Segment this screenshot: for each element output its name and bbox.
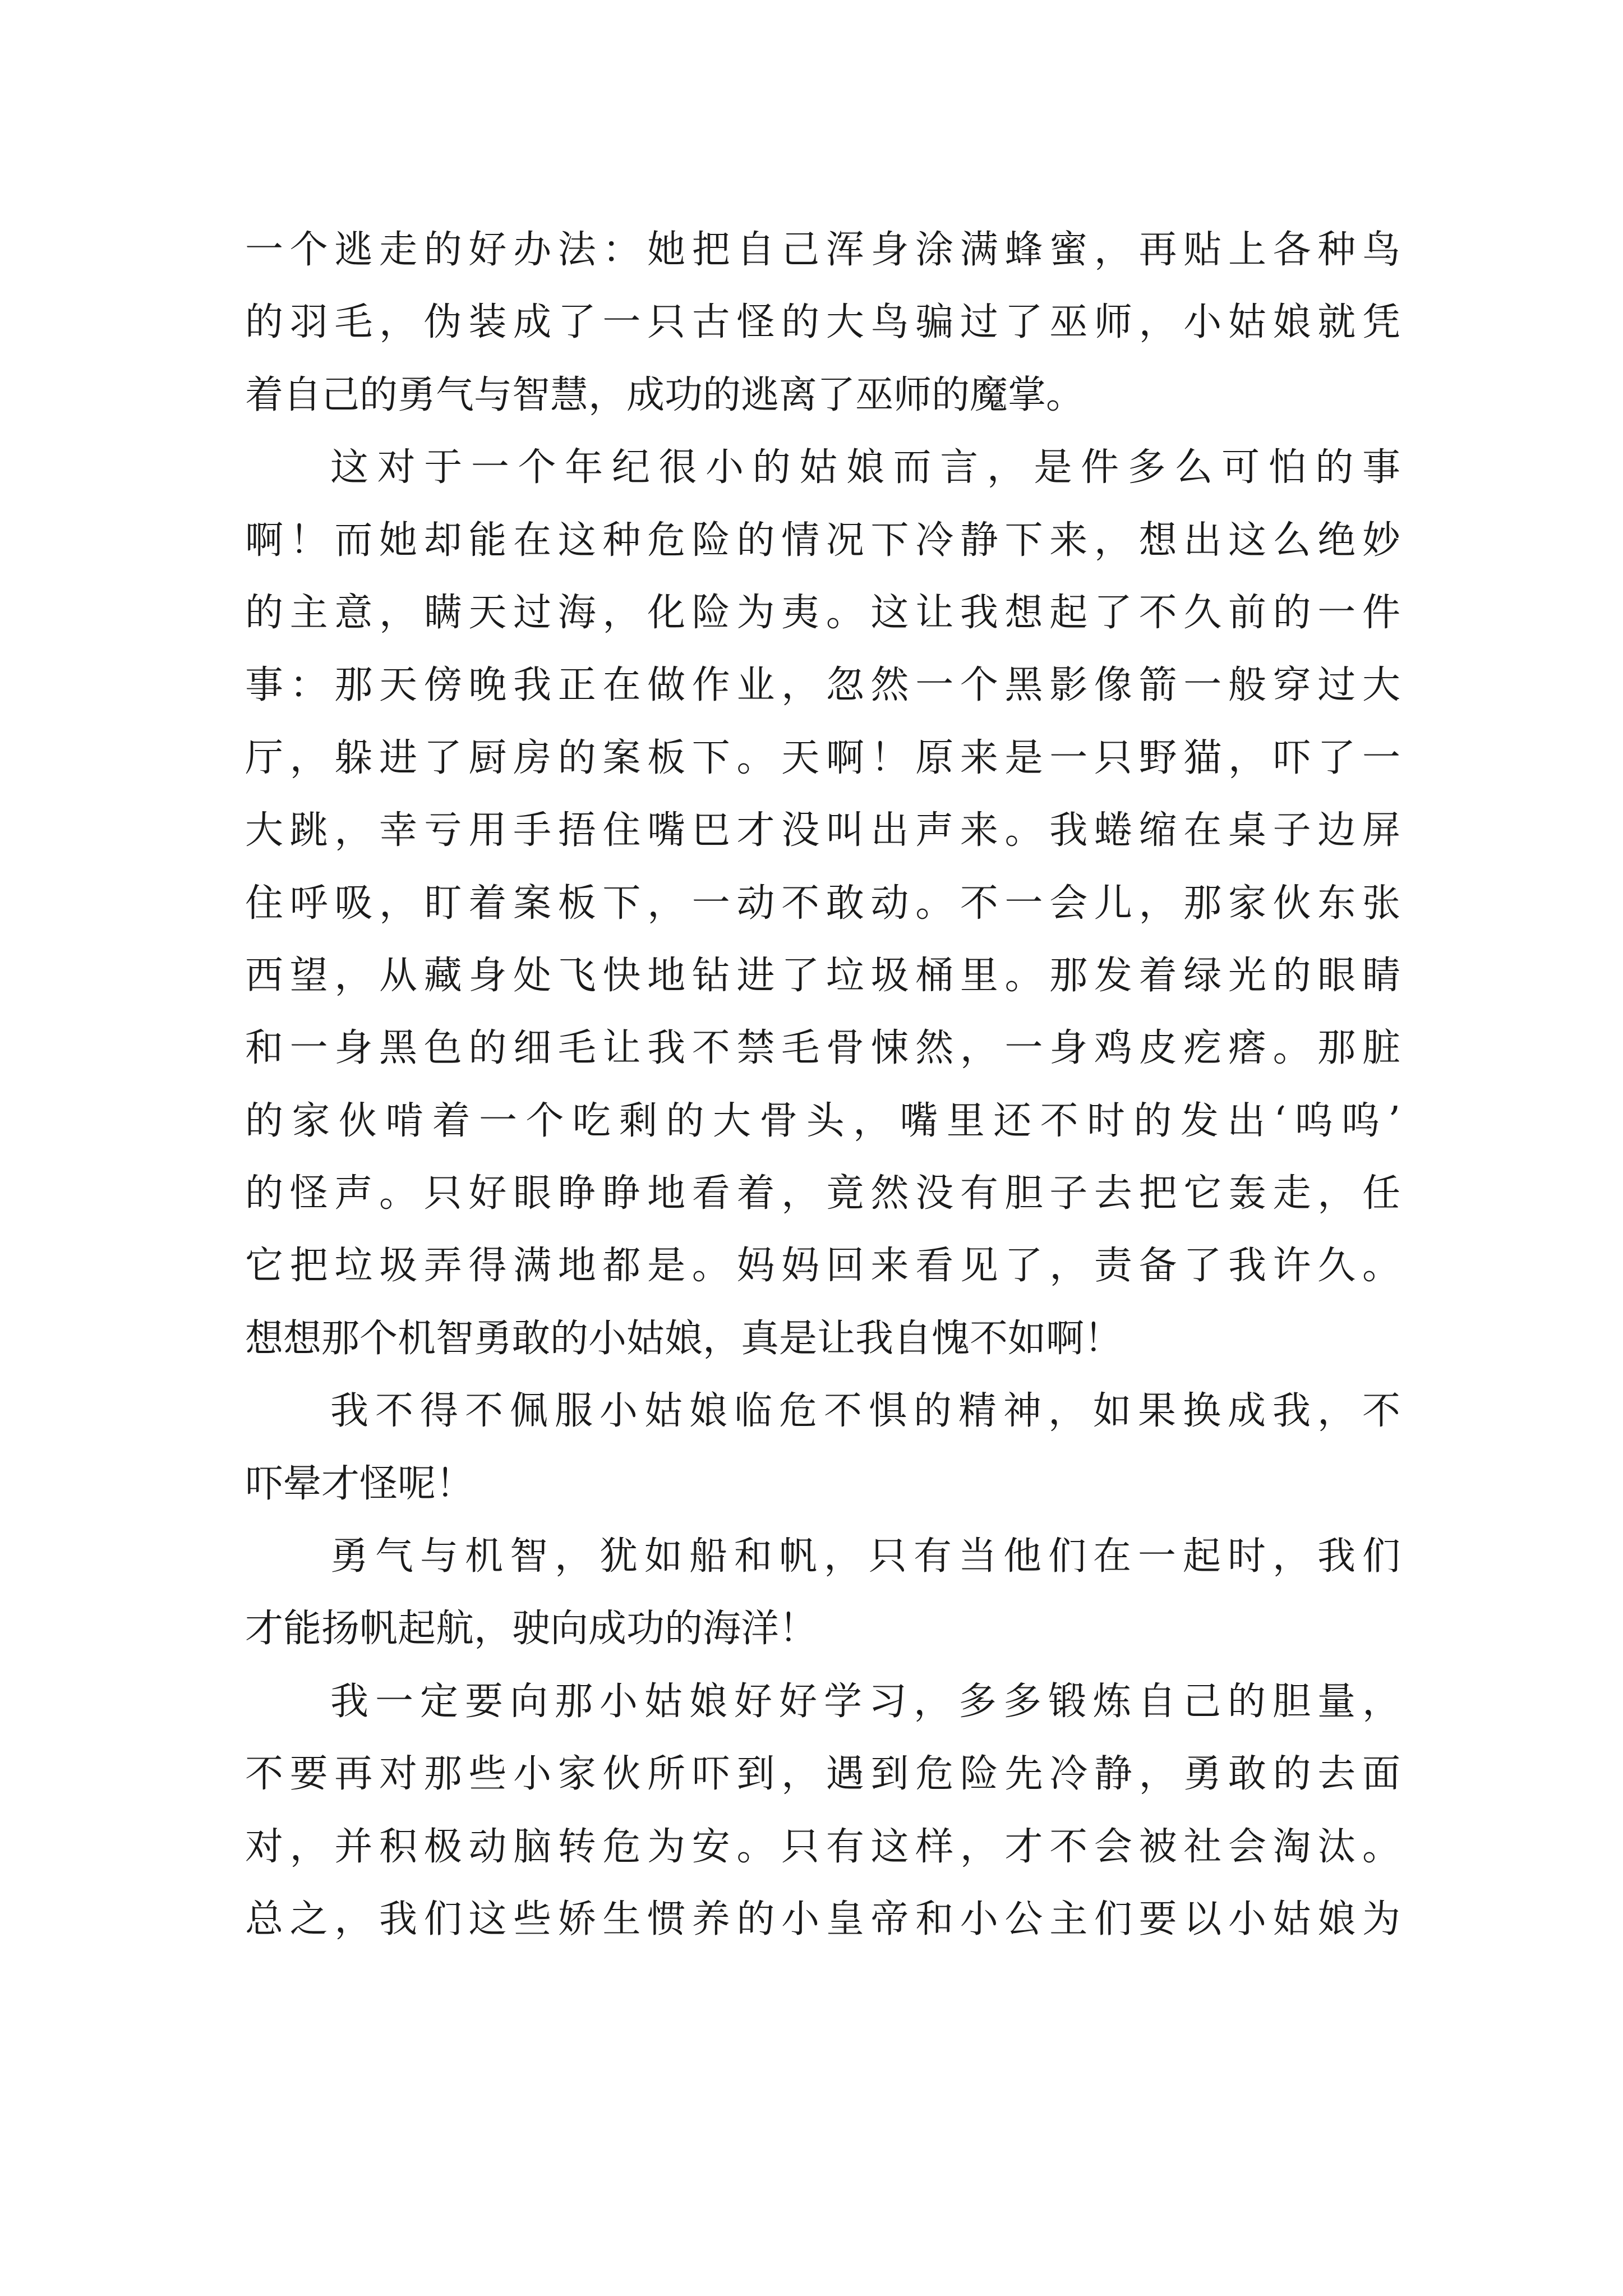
- paragraph-first-line: 我不得不佩服小姑娘临危不惧的精神，如果换成我，不: [330, 1389, 1400, 1434]
- text-line: 的家伙啃着一个吃剩的大骨头，嘴里还不时的发出‘呜呜’: [245, 1098, 1400, 1143]
- text-line: 大跳，幸亏用手捂住嘴巴才没叫出声来。我蜷缩在桌子边屏: [245, 808, 1400, 853]
- text-line: 事：那天傍晚我正在做作业，忽然一个黑影像箭一般穿过大: [245, 663, 1400, 708]
- text-line: 总之，我们这些娇生惯养的小皇帝和小公主们要以小姑娘为: [245, 1897, 1400, 1941]
- text-line: 才能扬帆起航，驶向成功的海洋！: [245, 1607, 818, 1651]
- text-line: 吓晕才怪呢！: [245, 1461, 474, 1506]
- text-line: 的羽毛，伪装成了一只古怪的大鸟骗过了巫师，小姑娘就凭: [245, 300, 1400, 345]
- text-line: 的怪声。只好眼睁睁地看着，竟然没有胆子去把它轰走，任: [245, 1171, 1400, 1216]
- text-line: 住呼吸，盯着案板下，一动不敢动。不一会儿，那家伙东张: [245, 881, 1400, 926]
- text-line: 的主意，瞒天过海，化险为夷。这让我想起了不久前的一件: [245, 590, 1400, 635]
- text-line: 想想那个机智勇敢的小姑娘，真是让我自愧不如啊！: [245, 1316, 1123, 1361]
- text-line: 啊！而她却能在这种危险的情况下冷静下来，想出这么绝妙: [245, 518, 1400, 563]
- text-line: 一个逃走的好办法：她把自己浑身涂满蜂蜜，再贴上各种鸟: [245, 228, 1400, 272]
- text-line: 和一身黑色的细毛让我不禁毛骨悚然，一身鸡皮疙瘩。那脏: [245, 1026, 1400, 1071]
- text-line: 不要再对那些小家伙所吓到，遇到危险先冷静，勇敢的去面: [245, 1752, 1400, 1797]
- text-line: 它把垃圾弄得满地都是。妈妈回来看见了，责备了我许久。: [245, 1244, 1400, 1289]
- text-line: 厅，躲进了厨房的案板下。天啊！原来是一只野猫，吓了一: [245, 735, 1400, 780]
- paragraph-first-line: 这对于一个年纪很小的姑娘而言，是件多么可怕的事: [330, 445, 1400, 490]
- paragraph-first-line: 我一定要向那小姑娘好好学习，多多锻炼自己的胆量，: [330, 1679, 1400, 1724]
- paragraph-first-line: 勇气与机智，犹如船和帆，只有当他们在一起时，我们: [330, 1534, 1400, 1579]
- text-line: 着自己的勇气与智慧，成功的逃离了巫师的魔掌。: [245, 372, 1085, 417]
- body-text: [245, 214, 1400, 1955]
- text-line: 西望，从藏身处飞快地钻进了垃圾桶里。那发着绿光的眼睛: [245, 953, 1400, 998]
- text-line: 对，并积极动脑转危为安。只有这样，才不会被社会淘汰。: [245, 1824, 1400, 1869]
